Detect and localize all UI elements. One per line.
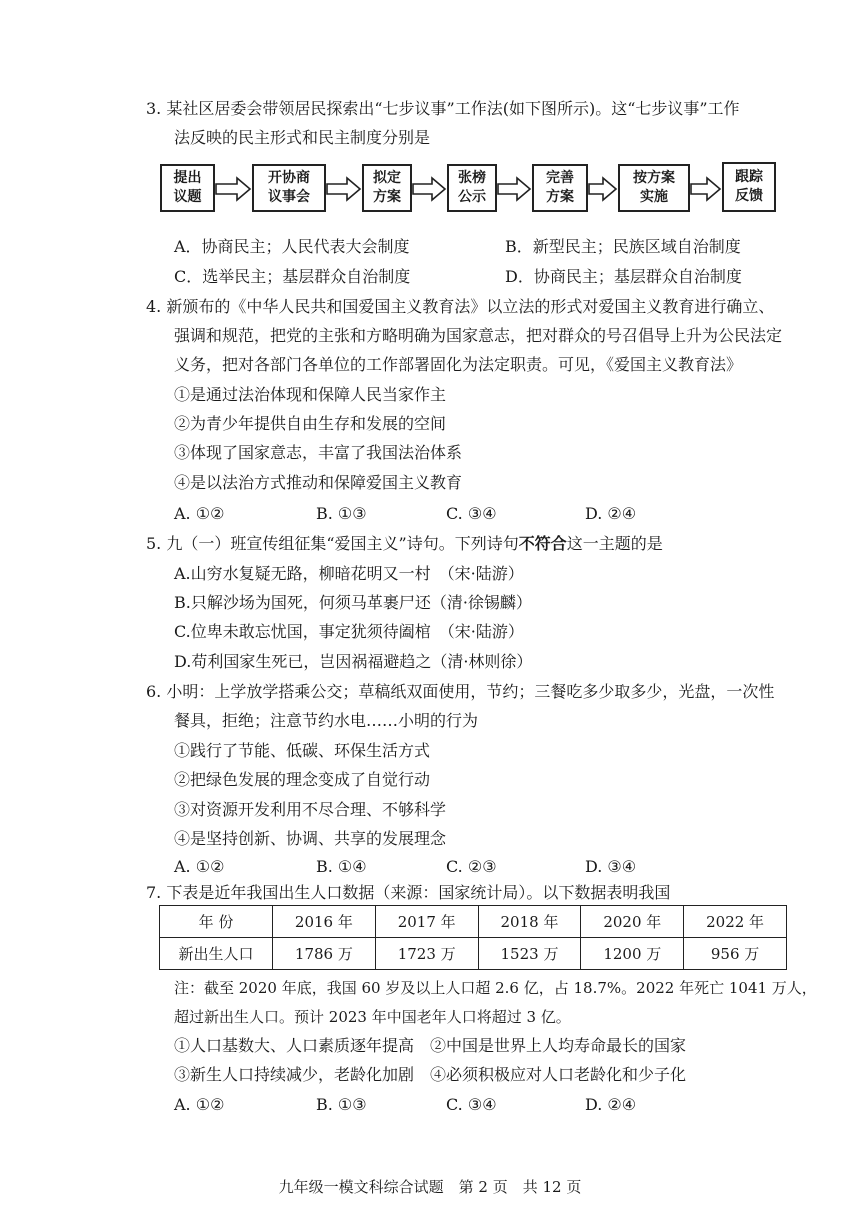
table-header-cell: 2017 年 xyxy=(375,906,478,938)
q6-option-b: B. ①④ xyxy=(316,857,367,876)
table-header-cell: 2020 年 xyxy=(581,906,684,938)
q5-stem-pre: 5. 九（一）班宣传组征集“爱国主义”诗句。下列诗句 xyxy=(146,534,519,553)
flow-step-2: 开协商 议事会 xyxy=(252,164,326,212)
page-footer: 九年级一模文科综合试题 第 2 页 共 12 页 xyxy=(278,1178,582,1196)
q6-item-4: ④是坚持创新、协调、共享的发展理念 xyxy=(174,829,447,848)
q7-stem: 7. 下表是近年我国出生人口数据（来源：国家统计局）。以下数据表明我国 xyxy=(146,883,671,902)
flow-arrow-icon xyxy=(588,176,618,202)
q4-item-2: ②为青少年提供自由生存和发展的空间 xyxy=(174,414,447,433)
q7-option-c: C. ③④ xyxy=(446,1095,497,1114)
table-cell: 956 万 xyxy=(684,938,787,970)
table-header-cell: 2016 年 xyxy=(273,906,376,938)
flow-step-1: 提出 议题 xyxy=(160,164,215,212)
flow-step-3: 拟定 方案 xyxy=(362,164,412,212)
q3-option-b: B．新型民主；民族区域自治制度 xyxy=(505,237,741,256)
table-header-row xyxy=(160,906,787,938)
q7-items-1-2: ①人口基数大、人口素质逐年提高 ②中国是世界上人均寿命最长的国家 xyxy=(174,1036,687,1055)
flow-arrow-icon xyxy=(215,176,252,202)
table-cell: 新出生人口 xyxy=(160,938,273,970)
birth-population-table xyxy=(159,905,787,970)
table-header-cell: 2022 年 xyxy=(684,906,787,938)
q3-stem-line1: 3. 某社区居委会带领居民探索出“七步议事”工作法(如下图所示)。这“七步议事”工作 xyxy=(146,99,740,118)
q4-stem-line1: 4. 新颁布的《中华人民共和国爱国主义教育法》以立法的形式对爱国主义教育进行确立、 xyxy=(146,297,775,316)
q5-option-c: C.位卑未敢忘忧国，事定犹须待阖棺 （宋·陆游） xyxy=(174,622,524,641)
flow-step-7: 跟踪 反馈 xyxy=(722,162,776,212)
q4-option-c: C. ③④ xyxy=(446,504,497,523)
q4-option-d: D. ②④ xyxy=(585,504,637,523)
q3-option-c: C．选举民主；基层群众自治制度 xyxy=(174,267,411,286)
q7-option-a: A. ①② xyxy=(174,1095,225,1114)
q4-item-3: ③体现了国家意志，丰富了我国法治体系 xyxy=(174,443,463,462)
table-header-cell: 年 份 xyxy=(160,906,273,938)
table-cell: 1723 万 xyxy=(375,938,478,970)
q6-item-3: ③对资源开发利用不尽合理、不够科学 xyxy=(174,800,447,819)
q3-option-d: D．协商民主；基层群众自治制度 xyxy=(505,267,742,286)
q6-option-a: A. ①② xyxy=(174,857,225,876)
q6-option-c: C. ②③ xyxy=(446,857,497,876)
flow-arrow-icon xyxy=(326,176,362,202)
q6-item-1: ①践行了节能、低碳、环保生活方式 xyxy=(174,741,431,760)
table-cell: 1200 万 xyxy=(581,938,684,970)
table-cell: 1523 万 xyxy=(478,938,581,970)
q5-option-a: A.山穷水复疑无路，柳暗花明又一村 （宋·陆游） xyxy=(174,564,524,583)
flow-arrow-icon xyxy=(497,176,532,202)
q5-option-d: D.苟利国家生死已，岂因祸福避趋之（清·林则徐） xyxy=(174,652,533,671)
q7-option-d: D. ②④ xyxy=(585,1095,637,1114)
q7-items-3-4: ③新生人口持续减少，老龄化加剧 ④必须积极应对人口老龄化和少子化 xyxy=(174,1065,687,1084)
flow-arrow-icon xyxy=(412,176,447,202)
table-row xyxy=(160,938,787,970)
q3-option-a: A．协商民主；人民代表大会制度 xyxy=(174,237,410,256)
q5-stem-post: 这一主题的是 xyxy=(566,534,663,553)
q7-note-line2: 超过新出生人口。预计 2023 年中国老年人口将超过 3 亿。 xyxy=(174,1008,571,1026)
q6-stem-line2: 餐具，拒绝；注意节约水电……小明的行为 xyxy=(174,711,479,730)
q3-stem-line2: 法反映的民主形式和民主制度分别是 xyxy=(174,128,431,147)
table-cell: 1786 万 xyxy=(273,938,376,970)
q5-option-b: B.只解沙场为国死，何须马革裹尸还（清·徐锡麟） xyxy=(174,593,532,612)
q4-item-1: ①是通过法治体现和保障人民当家作主 xyxy=(174,385,447,404)
q5-stem-emphasis: 不符合 xyxy=(518,534,567,553)
flow-step-4: 张榜 公示 xyxy=(447,164,497,212)
table-header-cell: 2018 年 xyxy=(478,906,581,938)
q4-item-4: ④是以法治方式推动和保障爱国主义教育 xyxy=(174,473,463,492)
flow-arrow-icon xyxy=(690,176,722,202)
q4-stem-line3: 义务，把对各部门各单位的工作部署固化为法定职责。可见，《爱国主义教育法》 xyxy=(174,355,743,374)
q4-stem-line2: 强调和规范，把党的主张和方略明确为国家意志，把对群众的号召倡导上升为公民法定 xyxy=(174,326,783,345)
q5-stem xyxy=(146,533,663,555)
flow-step-6: 按方案 实施 xyxy=(618,164,690,212)
flow-step-5: 完善 方案 xyxy=(532,164,588,212)
q7-option-b: B. ①③ xyxy=(316,1095,367,1114)
q6-stem-line1: 6. 小明：上学放学搭乘公交；草稿纸双面使用，节约；三餐吃多少取多少，光盘，一次性 xyxy=(146,682,775,701)
q4-option-b: B. ①③ xyxy=(316,504,367,523)
q7-note-line1: 注：截至 2020 年底，我国 60 岁及以上人口超 2.6 亿，占 18.7%。2022 年死亡 1041 万人， xyxy=(174,979,817,997)
q6-option-d: D. ③④ xyxy=(585,857,637,876)
q4-option-a: A. ①② xyxy=(174,504,225,523)
q6-item-2: ②把绿色发展的理念变成了自觉行动 xyxy=(174,770,431,789)
